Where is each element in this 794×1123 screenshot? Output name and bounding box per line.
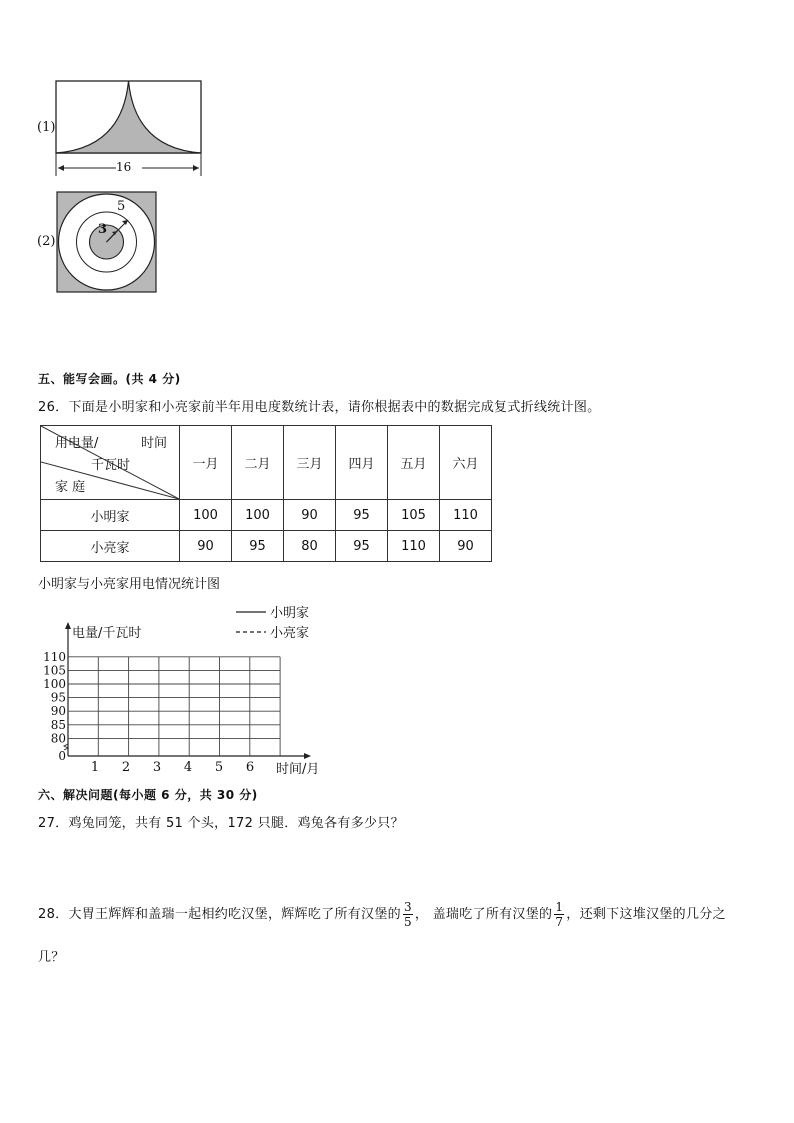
table-cell: 95 — [336, 500, 388, 531]
month-header: 一月 — [180, 426, 232, 500]
table-cell: 90 — [284, 500, 336, 531]
question-26-text: 26．下面是小明家和小亮家前半年用电度数统计表，请你根据表中的数据完成复式折线统计图。 — [38, 400, 601, 415]
y-tick-label: 80 — [50, 731, 66, 746]
table-cell: 90 — [180, 531, 232, 562]
y-tick-label: 100 — [43, 677, 66, 691]
figure-1-dimension: 16 — [116, 160, 132, 174]
y-axis-arrow — [65, 622, 71, 629]
table-header-row — [41, 426, 492, 500]
q28-part3: ，还剩下这堆汉堡的几分之 — [566, 907, 726, 922]
figure-2-diagram — [56, 191, 158, 295]
table-cell: 100 — [180, 500, 232, 531]
electricity-usage-table — [40, 425, 492, 562]
question-28-continuation: 几？ — [38, 950, 65, 965]
table-cell: 105 — [388, 500, 440, 531]
legend-label: 小明家 — [270, 606, 310, 621]
figure-2-label: (2) — [37, 234, 56, 249]
y-axis-label: 电量/千瓦时 — [72, 626, 142, 641]
x-tick-label: 2 — [121, 760, 131, 775]
fraction-one-seventh — [554, 900, 564, 929]
question-27-text: 27．鸡兔同笼，共有 51 个头，172 只腿．鸡兔各有多少只？ — [38, 816, 404, 831]
month-header: 二月 — [232, 426, 284, 500]
month-header: 三月 — [284, 426, 336, 500]
corner-label-family: 家 庭 — [55, 480, 86, 495]
q28-part1: 28．大胃王辉辉和盖瑞一起相约吃汉堡，辉辉吃了所有汉堡的 — [38, 907, 401, 922]
table-cell: 100 — [232, 500, 284, 531]
section-6-title: 六、解决问题(每小题 6 分，共 30 分) — [38, 788, 258, 802]
fraction-numerator: 3 — [403, 900, 412, 914]
y-tick-label: 110 — [43, 649, 66, 664]
month-header: 六月 — [440, 426, 492, 500]
y-tick-label: 95 — [50, 690, 66, 705]
q28-part2: ， 盖瑞吃了所有汉堡的 — [414, 907, 553, 922]
table-cell: 90 — [440, 531, 492, 562]
row-family-name: 小明家 — [41, 500, 180, 531]
y-tick-label: 85 — [50, 717, 66, 732]
month-header: 五月 — [388, 426, 440, 500]
table-cell: 80 — [284, 531, 336, 562]
table-cell: 110 — [440, 500, 492, 531]
x-tick-label: 6 — [245, 760, 255, 775]
x-axis-label: 时间/月 — [276, 762, 320, 777]
x-tick-label: 3 — [152, 760, 162, 775]
section-5-title: 五、能写会画。(共 4 分) — [38, 372, 181, 386]
x-tick-label: 1 — [90, 760, 100, 775]
corner-label-time: 时间 — [141, 436, 168, 451]
table-row — [41, 500, 492, 531]
x-tick-label: 4 — [183, 760, 193, 775]
chart-title: 小明家与小亮家用电情况统计图 — [38, 577, 221, 592]
table-cell: 110 — [388, 531, 440, 562]
y-tick-label: 0 — [58, 749, 66, 763]
month-header: 四月 — [336, 426, 388, 500]
legend-label: 小亮家 — [270, 626, 310, 641]
usage-line-chart — [30, 600, 360, 780]
figure-1-label: (1) — [37, 120, 56, 135]
corner-label-unit: 千瓦时 — [91, 458, 131, 473]
fraction-denominator: 5 — [403, 915, 412, 929]
fraction-three-fifths — [403, 900, 413, 929]
table-cell: 95 — [232, 531, 284, 562]
x-tick-label: 5 — [214, 760, 224, 775]
fraction-numerator: 1 — [555, 900, 564, 914]
y-tick-label: 90 — [50, 704, 66, 719]
figure-2-inner-radius: 3 — [98, 222, 108, 237]
table-row — [41, 531, 492, 562]
figure-2-outer-radius: 5 — [117, 199, 126, 214]
table-cell: 95 — [336, 531, 388, 562]
fraction-denominator: 7 — [555, 915, 564, 929]
table-corner-cell — [41, 426, 180, 500]
y-tick-label: 105 — [43, 663, 66, 678]
x-axis-arrow — [304, 753, 311, 759]
question-28-text — [38, 900, 726, 929]
corner-label-usage: 用电量/ — [55, 436, 99, 451]
row-family-name: 小亮家 — [41, 531, 180, 562]
